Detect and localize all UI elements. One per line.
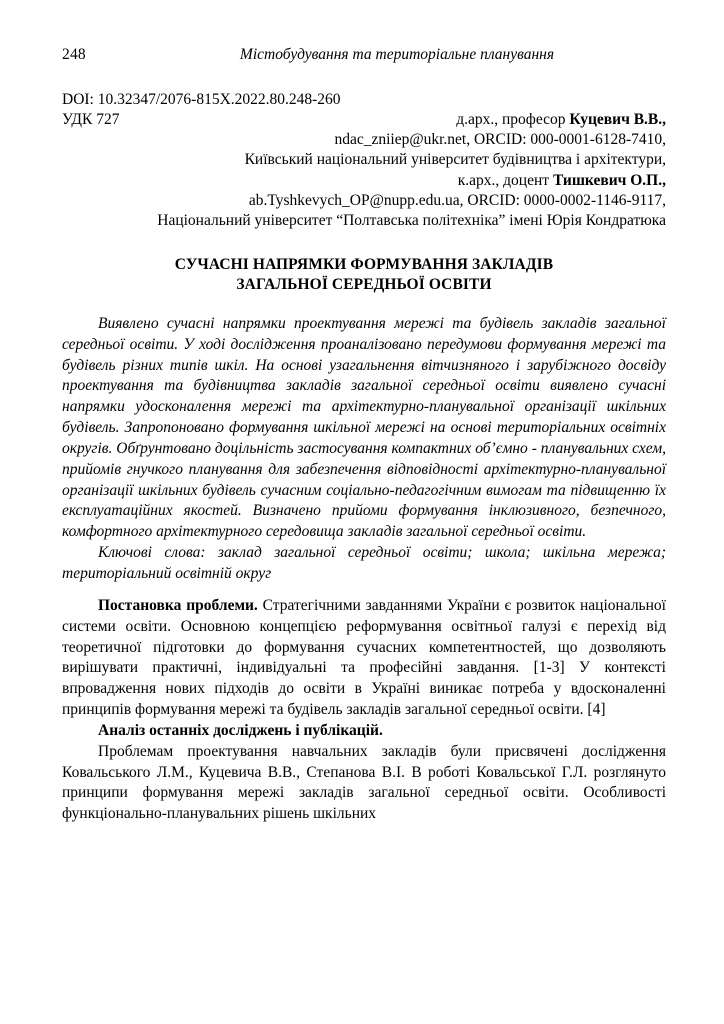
author-2-affiliation: Національний університет “Полтавська політехніка” імені Юрія Кондратюка	[157, 211, 666, 229]
section-heading-analysis: Аналіз останніх досліджень і публікацій.	[98, 721, 383, 739]
section-heading-problem: Постановка проблеми.	[98, 596, 258, 614]
doi-line: DOI: 10.32347/2076-815X.2022.80.248-260	[62, 91, 341, 108]
author-1-degree: д.арх., професор	[456, 111, 570, 129]
page-number: 248	[62, 46, 86, 63]
page-title	[62, 255, 666, 296]
author-2-contact: ab.Tyshkevych_OP@nupp.edu.ua, ORCID: 0000-0002-1146-9117,	[248, 191, 666, 209]
section-literature-body: Проблемам проектування навчальних закладів були присвячені дослідження Ковальського Л.М., Куцевича В.В., Степанова В.І. В роботі Ковальської Г.Л. розглянуто принципи формування мережі закладів загальної середньої освіти. Особливості функціонально-планувальних рішень шкільних	[62, 742, 666, 823]
author-2-degree-name	[62, 171, 666, 191]
section-literature-heading	[62, 721, 666, 742]
abstract-paragraph: Виявлено сучасні напрямки проектування мережі та будівель закладів загальної середньої освіти. У ході дослідження проаналізовано передумови формування мережі та будівель різних типів шкіл. На основі узагальнення вітчизняного і зарубіжного досвіду проектування та будівництва закладів загальної середньої освіти виявлено сучасні напрямки удосконалення мережі та архітектурно-планувальної організації шкільних будівель. Запропоновано формування шкільної мережі на основі територіальних освітніх округів. Обґрунтовано доцільність застосування компактних об’ємно - планувальних схем, прийомів гнучкого планування для забезпечення відповідності архітектурно-планувальної організації шкільних будівель сучасним соціально-педагогічним вимогам та підвищенню їх експлуатаційних якостей. Визначено прийоми формування інклюзивного, безпечного, комфортного архітектурного середовища закладів загальної середньої освіти.	[62, 314, 666, 541]
author-1-degree-name	[456, 110, 666, 130]
udk-line: УДК 727	[62, 111, 120, 129]
author-1-name: Куцевич В.В.,	[569, 111, 666, 129]
udk-author-row	[62, 110, 666, 130]
author-1-affiliation: Київський національний університет будівництва і архітектури,	[244, 151, 666, 169]
journal-title: Містобудування та територіальне планування	[239, 46, 555, 63]
author-1-contact: ndac_zniiep@ukr.net, ORCID: 000-0001-6128-7410,	[334, 131, 666, 149]
author-2-degree: к.арх., доцент	[457, 171, 553, 189]
keywords-text: заклад загальної середньої освіти; школа; шкільна мережа; територіальний освітній округ	[62, 544, 666, 583]
page-header	[62, 46, 666, 64]
title-line-1: СУЧАСНІ НАПРЯМКИ ФОРМУВАННЯ ЗАКЛАДІВ	[174, 255, 554, 273]
author-2-name: Тишкевич О.П.,	[552, 171, 666, 189]
title-line-2: ЗАГАЛЬНОЇ СЕРЕДНЬОЇ ОСВІТИ	[236, 276, 492, 294]
section-spacer	[62, 585, 666, 596]
section-problem-statement	[62, 596, 666, 721]
section-text-problem: Стратегічними завданнями України є розвиток національної системи освіти. Основною концепцією реформування освітньої галузі є перехід від теоретичної підготовки до формування сучасних компетентностей, що дозволяють вирішувати практичні, індивідуальні та професійні завдання. [1-3] У контексті впровадження нових підходів до освіти в Україні виникає потреба у вдосконаленні принципів формування мережі та будівель закладів загальної середньої освіти. [4]	[62, 596, 666, 719]
keywords-paragraph	[62, 543, 666, 585]
keywords-label: Ключові слова:	[98, 544, 206, 562]
